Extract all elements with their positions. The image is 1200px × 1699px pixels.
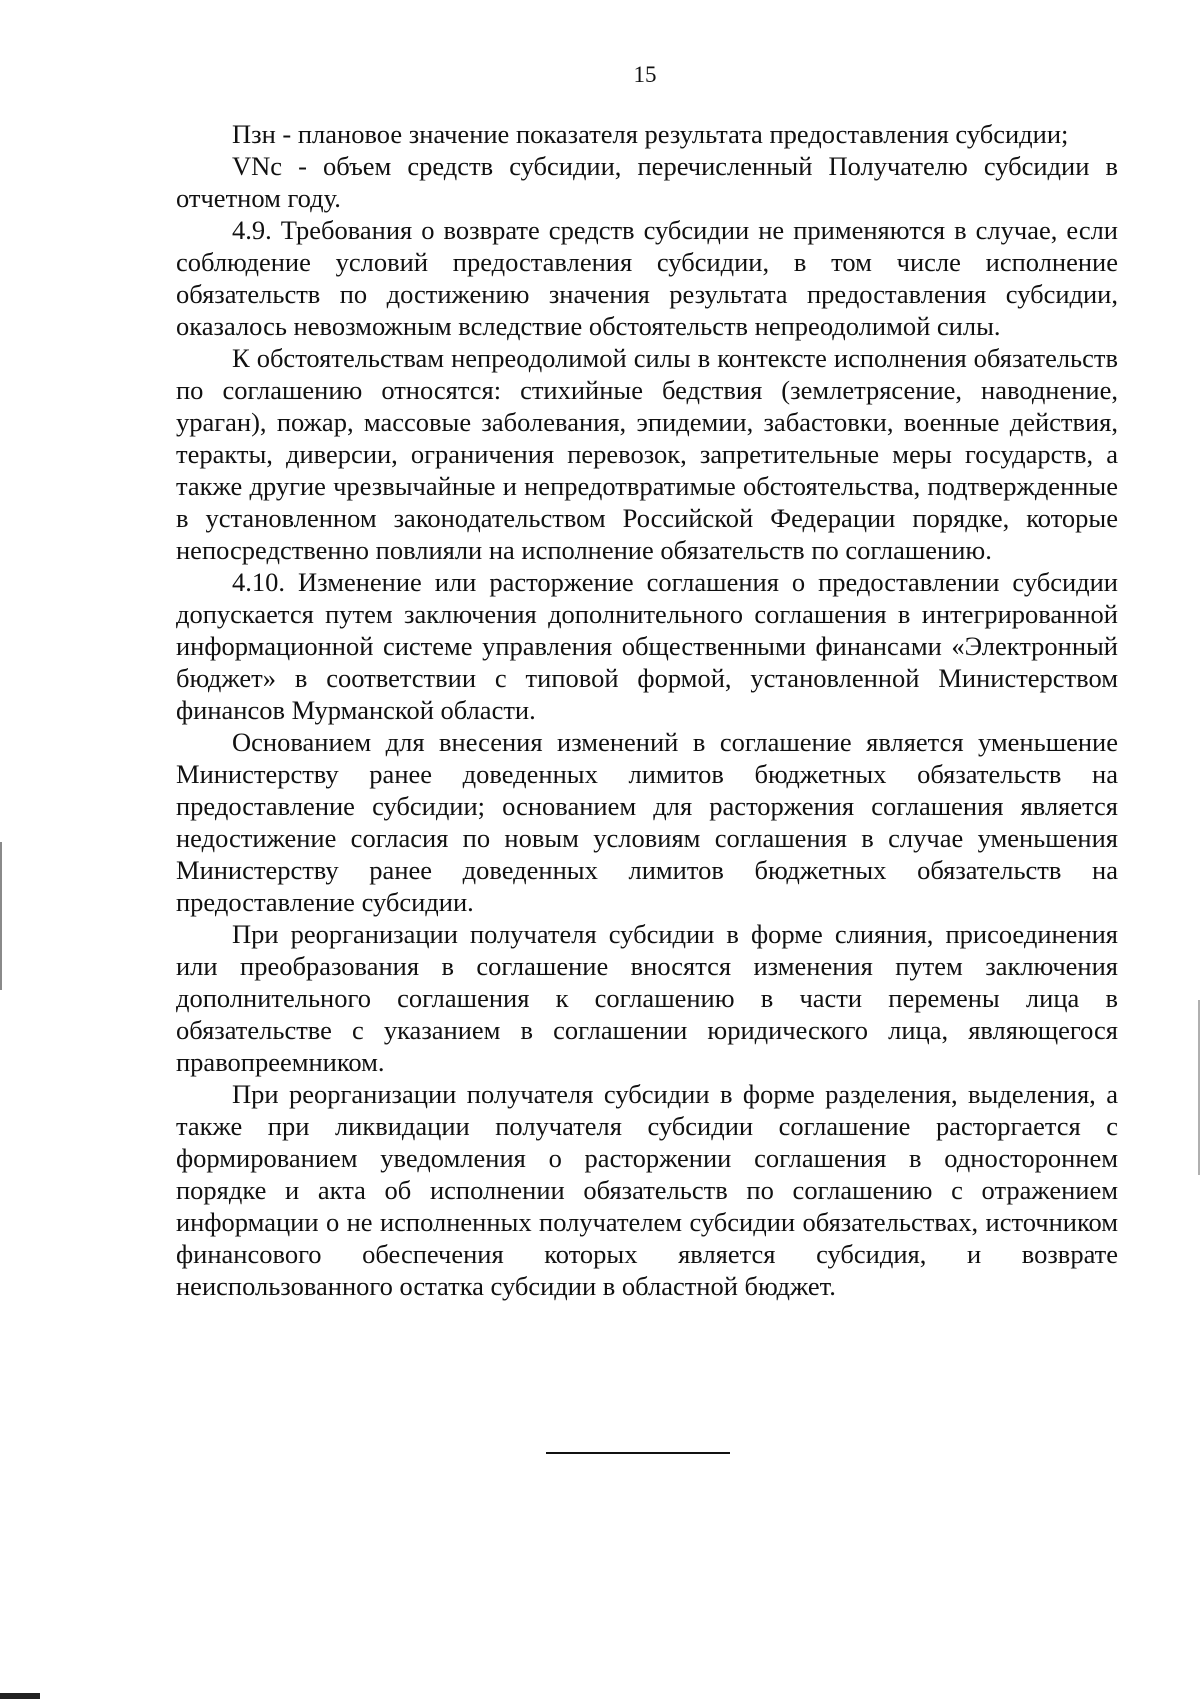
paragraph-merger-reorganization: При реорганизации получателя субсидии в форме слияния, присоединения или преобразования в соглашение вносятся изменения путем заключения дополнительного соглашения к соглашению в части перемены лица в обязательстве с указанием в соглашении юридического лица, являющегося правопреемником. bbox=[176, 919, 1118, 1077]
page-number: 15 bbox=[633, 62, 657, 87]
scan-artifact-left bbox=[0, 842, 2, 990]
paragraph-division-reorganization: При реорганизации получателя субсидии в форме разделения, выделения, а также при ликвидации получателя субсидии соглашение расторгается с формированием уведомления о расторжении соглашения в одностороннем порядке и акта об исполнении обязательств по соглашению с отражением информации о не исполненных получателем субсидии обязательствах, источником финансового обеспечения которых является субсидия, и возврате неиспользованного остатка субсидии в областной бюджет. bbox=[176, 1079, 1118, 1301]
end-of-document-rule bbox=[546, 1452, 730, 1454]
document-body bbox=[176, 118, 1118, 1302]
paragraph-force-majeure: К обстоятельствам непреодолимой силы в контексте исполнения обязательств по соглашению относятся: стихийные бедствия (землетрясение, наводнение, ураган), пожар, массовые заболевания, эпидемии, забастовки, военные действия, теракты, диверсии, ограничения перевозок, запретительные меры государств, а также другие чрезвычайные и непредотвратимые обстоятельства, подтвержденные в установленном законодательством Российской Федерации порядке, которые непосредственно повлияли на исполнение обязательств по соглашению. bbox=[176, 343, 1118, 565]
paragraph-pzn-definition: Пзн - плановое значение показателя результата предоставления субсидии; bbox=[232, 119, 1069, 149]
paragraph-vnc-definition: VNc - объем средств субсидии, перечисленный Получателю субсидии в отчетном году. bbox=[176, 151, 1118, 213]
scan-artifact-bottom bbox=[0, 1693, 40, 1699]
paragraph-grounds-for-changes: Основанием для внесения изменений в соглашение является уменьшение Министерству ранее доведенных лимитов бюджетных обязательств на предоставление субсидии; основанием для расторжения соглашения является недостижение согласия по новым условиям соглашения в случае уменьшения Министерству ранее доведенных лимитов бюджетных обязательств на предоставление субсидии. bbox=[176, 727, 1118, 917]
paragraph-4-10: 4.10. Изменение или расторжение соглашения о предоставлении субсидии допускается путем заключения дополнительного соглашения в интегрированной информационной системе управления общественными финансами «Электронный бюджет» в соответствии с типовой формой, установленной Министерством финансов Мурманской области. bbox=[176, 567, 1118, 725]
paragraph-4-9: 4.9. Требования о возврате средств субсидии не применяются в случае, если соблюдение условий предоставления субсидии, в том числе исполнение обязательств по достижению значения результата предоставления субсидии, оказалось невозможным вследствие обстоятельств непреодолимой силы. bbox=[176, 215, 1118, 341]
